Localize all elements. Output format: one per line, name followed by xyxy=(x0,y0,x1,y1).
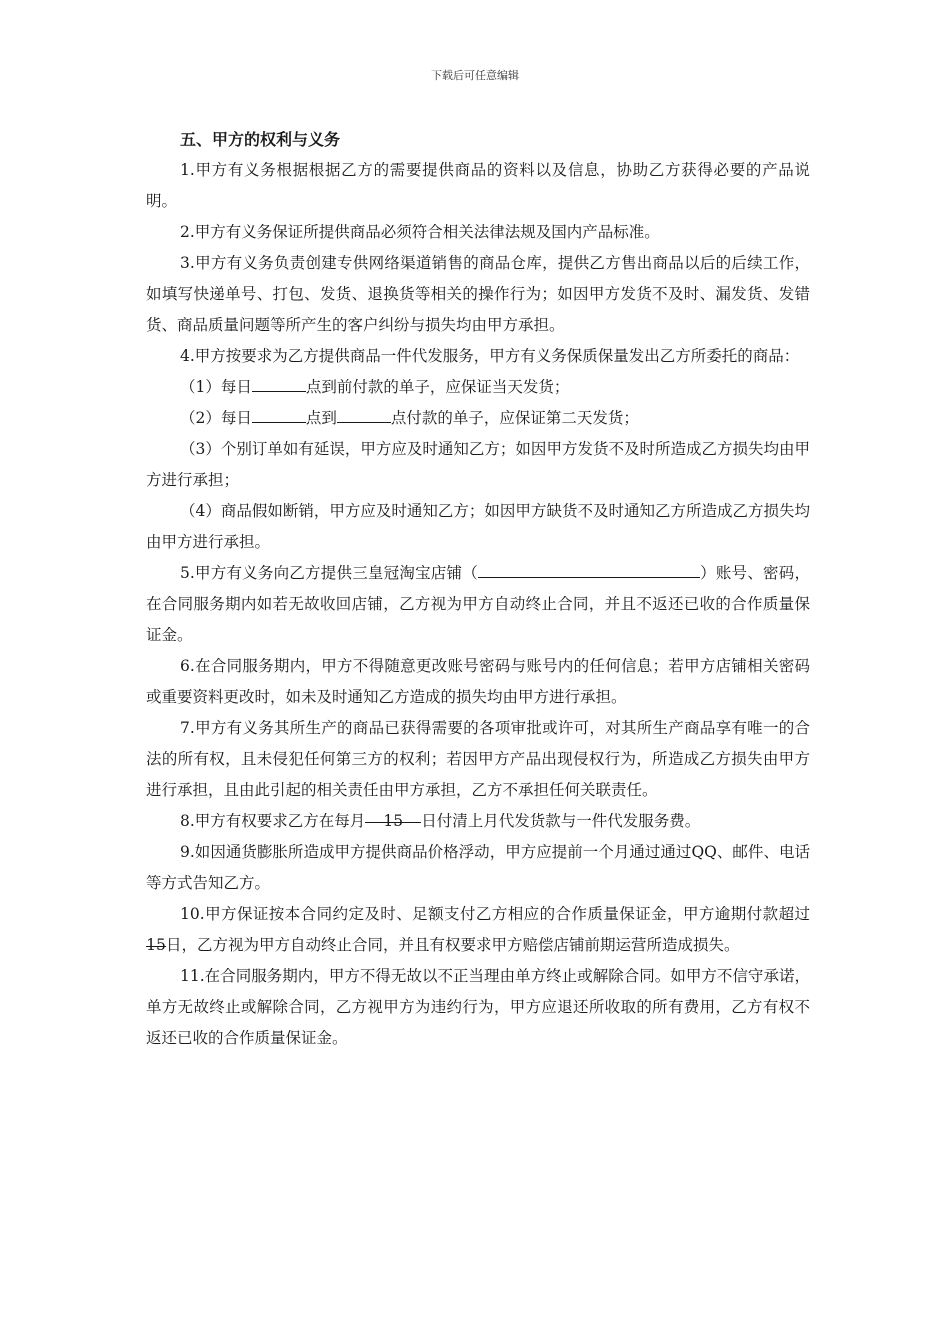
page-header: 下载后可任意编辑 xyxy=(431,69,519,82)
clause-10 xyxy=(146,899,810,961)
clause-8-suffix: 日付清上月代发货款与一件代发服务费。 xyxy=(421,812,701,830)
subclause-2-mid: 点到 xyxy=(305,409,337,427)
subclause-4: （4）商品假如断销，甲方应及时通知乙方；如因甲方缺货不及时通知乙方所造成乙方损失均由甲方进行承担。 xyxy=(146,502,810,551)
clause-6: 6.在合同服务期内，甲方不得随意更改账号密码与账号内的任何信息；若甲方店铺相关密码或重要资料更改时，如未及时通知乙方造成的损失均由甲方进行承担。 xyxy=(146,657,810,706)
time-blank[interactable] xyxy=(252,375,306,392)
subclause-3: （3）个别订单如有延误，甲方应及时通知乙方；如因甲方发货不及时所造成乙方损失均由甲方进行承担； xyxy=(146,440,810,489)
clause-4: 4.甲方按要求为乙方提供商品一件代发服务，甲方有义务保质保量发出乙方所委托的商品： xyxy=(180,347,800,365)
clause-5 xyxy=(146,558,810,651)
clause-7: 7.甲方有义务其所生产的商品已获得需要的各项审批或许可，对其所生产商品享有唯一的合法的所有权，且未侵犯任何第三方的权利；若因甲方产品出现侵权行为，所造成乙方损失由甲方进行承担，且由此引起的相关责任由甲方承担，乙方不承担任何关联责任。 xyxy=(146,719,810,799)
clause-10-prefix: 10.甲方保证按本合同约定及时、足额支付乙方相应的合作质量保证金，甲方逾期付款超过 xyxy=(180,905,810,923)
store-name-blank[interactable] xyxy=(478,561,700,578)
subclause-1-prefix: （1）每日 xyxy=(180,378,252,396)
clause-8 xyxy=(146,806,810,837)
subclause-2-suffix: 点付款的单子，应保证第二天发货； xyxy=(390,409,639,427)
subclause-2 xyxy=(146,403,810,434)
clause-9: 9.如因通货膨胀所造成甲方提供商品价格浮动，甲方应提前一个月通过通过QQ、邮件、电话等方式告知乙方。 xyxy=(146,843,810,892)
subclause-2-prefix: （2）每日 xyxy=(180,409,252,427)
clause-1: 1.甲方有义务根据根据乙方的需要提供商品的资料以及信息，协助乙方获得必要的产品说明。 xyxy=(146,161,810,210)
clause-11: 11.在合同服务期内，甲方不得无故以不正当理由单方终止或解除合同。如甲方不信守承诺，单方无故终止或解除合同，乙方视甲方为违约行为，甲方应退还所收取的所有费用，乙方有权不返还已收的合作质量保证金。 xyxy=(146,967,810,1047)
time-blank-start[interactable] xyxy=(252,406,306,423)
clause-2: 2.甲方有义务保证所提供商品必须符合相关法律法规及国内产品标准。 xyxy=(180,223,660,241)
time-blank-end[interactable] xyxy=(337,406,391,423)
subclause-1-suffix: 点到前付款的单子，应保证当天发货； xyxy=(305,378,570,396)
clause-8-prefix: 8.甲方有权要求乙方在每月 xyxy=(180,812,366,830)
payment-day-value: 15 xyxy=(365,806,421,823)
clause-5-suffix: ）账号、密码，在合同服务期内如若无故收回店铺，乙方视为甲方自动终止合同，并且不返还已收的合作质量保证金。 xyxy=(146,564,810,644)
overdue-days-value: 15 xyxy=(146,930,166,947)
clause-3: 3.甲方有义务负责创建专供网络渠道销售的商品仓库，提供乙方售出商品以后的后续工作，如填写快递单号、打包、发货、退换货等相关的操作行为；如因甲方发货不及时、漏发货、发错货、商品质量问题等所产生的客户纠纷与损失均由甲方承担。 xyxy=(146,254,810,334)
subclause-1 xyxy=(146,372,810,403)
document-body xyxy=(146,124,810,1054)
section-title: 五、甲方的权利与义务 xyxy=(180,130,341,149)
clause-10-suffix: 日，乙方视为甲方自动终止合同，并且有权要求甲方赔偿店铺前期运营所造成损失。 xyxy=(166,936,740,954)
clause-5-prefix: 5.甲方有义务向乙方提供三皇冠淘宝店铺（ xyxy=(180,564,478,582)
